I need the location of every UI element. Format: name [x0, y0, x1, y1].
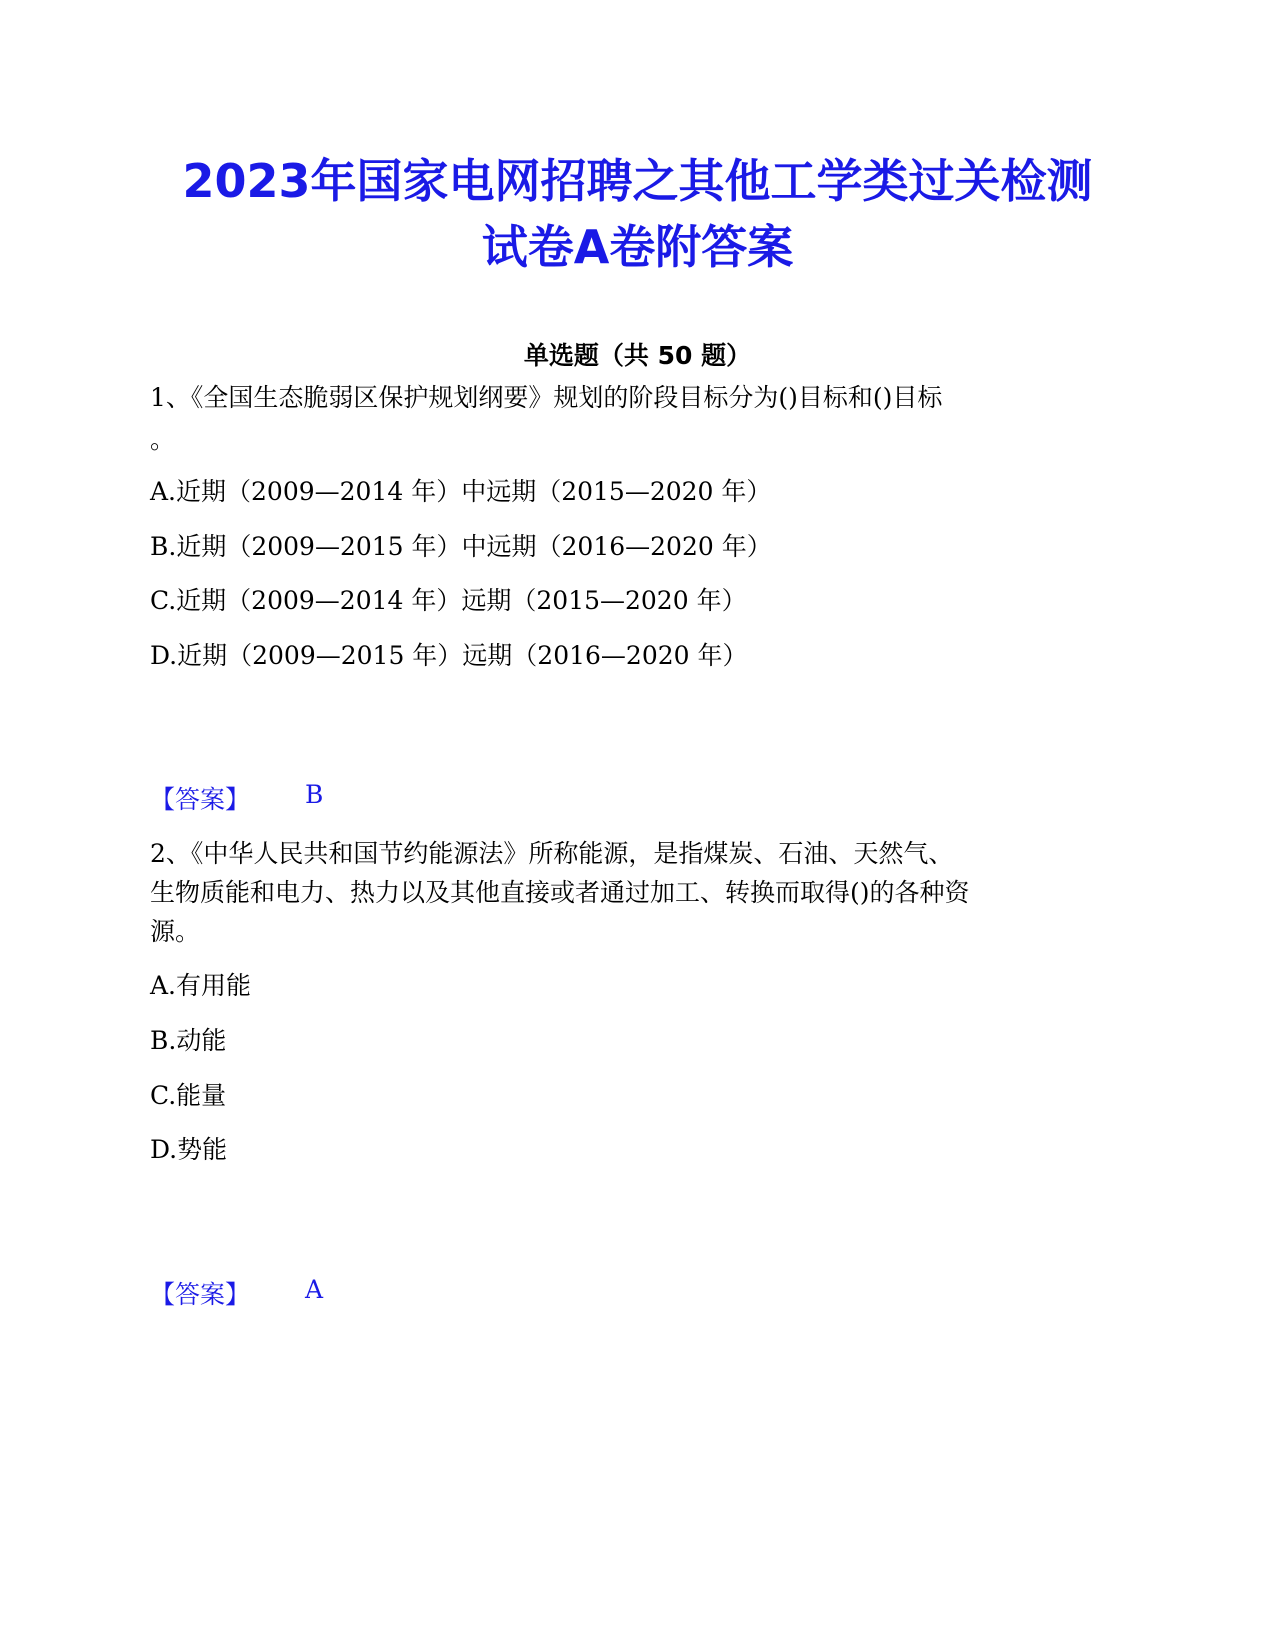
question-1-answer	[150, 780, 324, 816]
question-1-stem-line2: 。	[150, 425, 176, 454]
question-2-stem-line1: 2、《中华人民共和国节约能源法》所称能源，是指煤炭、石油、天然气、	[150, 839, 954, 868]
question-1-option-a: A.近期（2009—2014 年）中远期（2015—2020 年）	[150, 477, 772, 506]
answer-value: A	[305, 1275, 324, 1304]
question-2-stem-line2: 生物质能和电力、热力以及其他直接或者通过加工、转换而取得()的各种资	[150, 878, 970, 907]
question-2-option-a: A.有用能	[150, 971, 252, 1000]
question-2-option-c: C.能量	[150, 1081, 227, 1110]
question-1-option-b: B.近期（2009—2015 年）中远期（2016—2020 年）	[150, 532, 772, 561]
answer-value: B	[305, 780, 324, 809]
question-1-option-d: D.近期（2009—2015 年）远期（2016—2020 年）	[150, 641, 748, 670]
question-1-stem-line1: 1、《全国生态脆弱区保护规划纲要》规划的阶段目标分为()目标和()目标	[150, 383, 943, 412]
document-title-line1: 2023年国家电网招聘之其他工学类过关检测	[182, 154, 1093, 208]
section-heading: 单选题（共 50 题）	[523, 341, 752, 370]
document-title-line2: 试卷A卷附答案	[481, 220, 794, 274]
answer-label: 【答案】	[150, 1280, 251, 1309]
question-2-answer	[150, 1275, 324, 1311]
question-1-option-c: C.近期（2009—2014 年）远期（2015—2020 年）	[150, 586, 747, 615]
question-2-option-d: D.势能	[150, 1135, 228, 1164]
answer-label: 【答案】	[150, 785, 251, 814]
question-2-option-b: B.动能	[150, 1026, 227, 1055]
question-2-stem-line3: 源。	[150, 917, 201, 946]
